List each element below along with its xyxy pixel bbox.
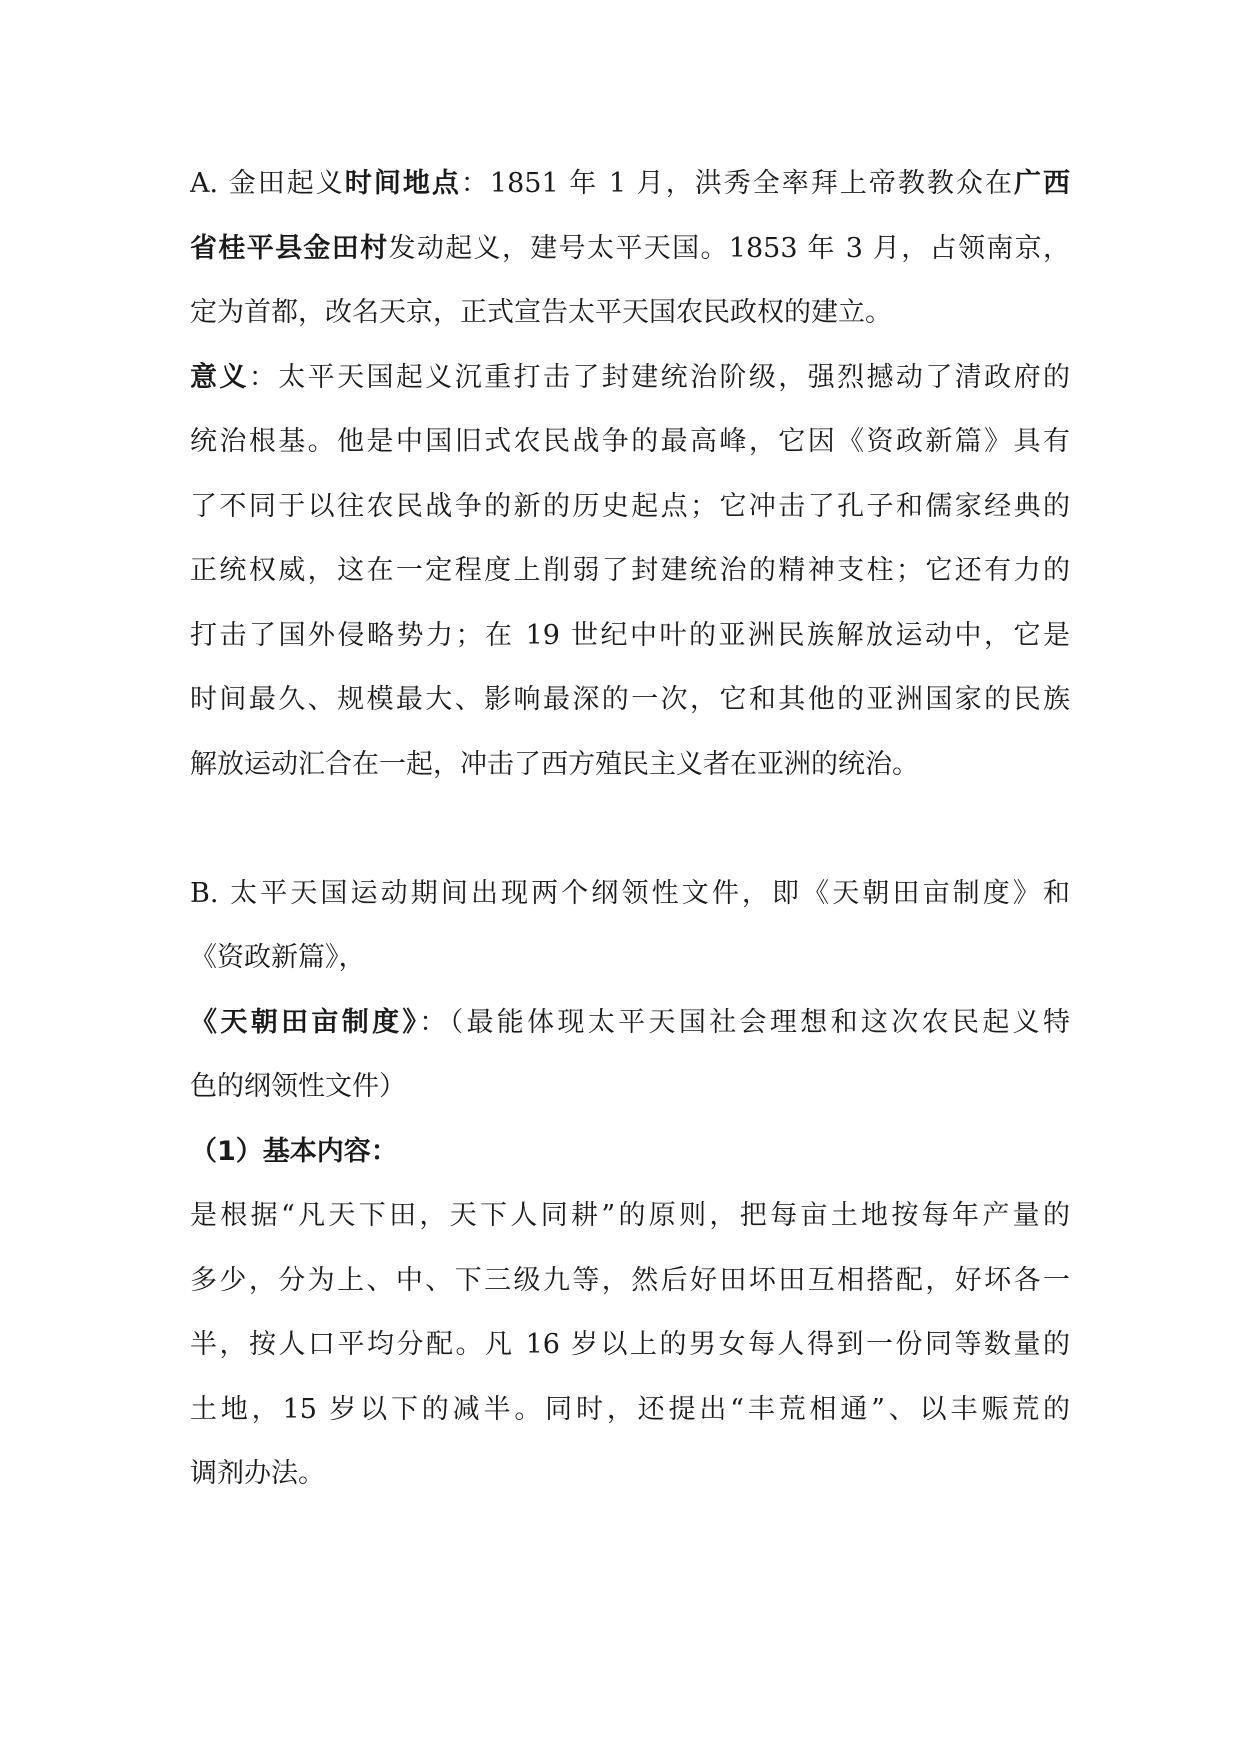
section-a-text: ：1851 年 1 月，洪秀全率拜上帝教教众在 (460, 168, 1014, 199)
section-a-line-2 (190, 217, 1070, 282)
doc-title: 《天朝田亩制度》 (190, 1006, 420, 1038)
basic-content-heading: （1）基本内容： (190, 1135, 398, 1167)
section-spacer (190, 797, 1070, 862)
content-line-2: 多少，分为上、中、下三级九等，然后好田坏田互相搭配，好坏各一 (190, 1264, 1070, 1296)
section-a-line-1 (190, 152, 1070, 217)
significance-line-1 (190, 346, 1070, 411)
time-place-label: 时间地点 (344, 168, 461, 199)
location-bold-start: 广西 (1014, 168, 1070, 199)
section-b-line-1: B. 太平天国运动期间出现两个纲领性文件，即《天朝田亩制度》和 (190, 877, 1070, 909)
content-line-4: 土地，15 岁以下的减半。同时，还提出“丰荒相通”、以丰赈荒的 (190, 1393, 1070, 1425)
significance-line-5: 打击了国外侵略势力；在 19 世纪中叶的亚洲民族解放运动中，它是 (190, 619, 1070, 651)
significance-line-7: 解放运动汇合在一起，冲击了西方殖民主义者在亚洲的统治。 (190, 748, 919, 780)
significance-label: 意义 (190, 361, 249, 393)
document-page (190, 152, 1070, 1507)
location-bold-end: 省桂平县金田村 (190, 232, 389, 264)
section-a-line-3: 定为首都，改名天京，正式宣告太平天国农民政权的建立。 (190, 297, 892, 328)
section-a-prefix: A. 金田起义 (190, 168, 345, 199)
significance-line-3: 了不同于以往农民战争的新的历史起点；它冲击了孔子和儒家经典的 (190, 490, 1070, 522)
significance-line-2: 统治根基。他是中国旧式农民战争的最高峰，它因《资政新篇》具有 (190, 426, 1070, 457)
section-a-text: 发动起义，建号太平天国。1853 年 3 月，占领南京， (388, 232, 1070, 264)
content-line-1: 是根据“凡天下田，天下人同耕”的原则，把每亩土地按每年产量的 (190, 1200, 1070, 1231)
doc-title-line (190, 991, 1070, 1056)
doc-description: ：（最能体现太平天国社会理想和这次农民起义特 (419, 1006, 1070, 1038)
content-line-5: 调剂办法。 (190, 1458, 325, 1489)
content-line-3: 半，按人口平均分配。凡 16 岁以上的男女每人得到一份同等数量的 (190, 1329, 1070, 1360)
significance-text: ：太平天国起义沉重打击了封建统治阶级，强烈撼动了清政府的 (248, 361, 1070, 393)
section-b-line-2: 《资政新篇》， (190, 942, 366, 973)
significance-line-4: 正统权威，这在一定程度上削弱了封建统治的精神支柱；它还有力的 (190, 555, 1070, 586)
significance-line-6: 时间最久、规模最大、影响最深的一次，它和其他的亚洲国家的民族 (190, 684, 1070, 715)
doc-description-line-2: 色的纲领性文件） (190, 1071, 406, 1102)
